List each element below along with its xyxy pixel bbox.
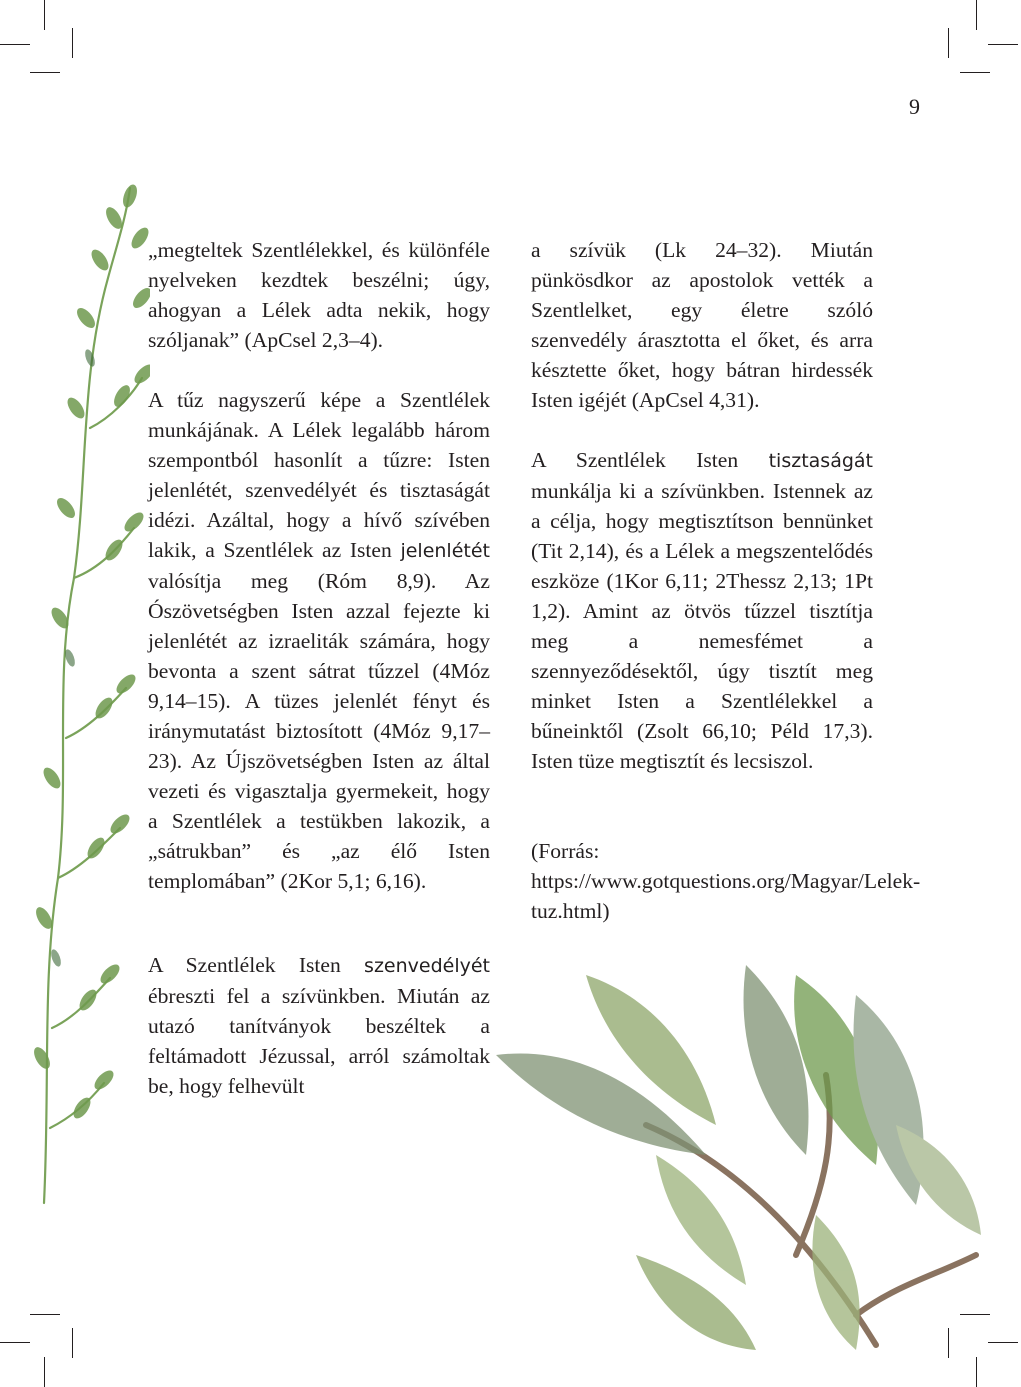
paragraph <box>148 950 490 1101</box>
paragraph <box>531 445 873 776</box>
crop-mark <box>988 1342 1018 1343</box>
left-text-column <box>148 235 490 1101</box>
crop-mark <box>72 1328 73 1358</box>
paragraph-text: A tűz nagyszerű képe a Szentlélek munkájának. A Lélek legalább három szempontból hasonlít a tűzre: Isten jelenlétét, szenvedélyét és tisztaságát idézi. Azáltal, hogy a hívő szívében lakik, a Szentlélek az Isten <box>148 388 490 562</box>
emphasis-text: tisztaságát <box>768 450 873 472</box>
crop-mark <box>0 1342 30 1343</box>
paragraph: a szívük (Lk 24–32). Miután pünkösdkor az apostolok vették a Szentlelket, egy életre szóló szenvedély árasztotta el őket, és arra késztette őket, hogy bátran hirdessék Isten igéjét (ApCsel 4,31). <box>531 238 873 412</box>
crop-mark <box>988 44 1018 45</box>
leaves-illustration <box>496 955 986 1355</box>
right-text-column <box>531 235 921 926</box>
emphasis-text: szenvedélyét <box>364 955 490 977</box>
crop-mark <box>44 0 45 30</box>
paragraph <box>148 385 490 896</box>
paragraph: „megteltek Szentlélekkel, és különféle nyelveken kezdtek beszélni; úgy, ahogyan a Lélek adta nekik, hogy szóljanak” (ApCsel 2,3–4). <box>148 238 490 352</box>
crop-mark <box>976 0 977 30</box>
page-number: 9 <box>909 94 920 119</box>
paragraph-text: munkálja ki a szívünkben. Istennek az a célja, hogy megtisztítson bennünket (Tit 2,14), és a Lélek a megszentelődés eszköze (1Kor 6,11; 2Thessz 2,13; 1Pt 1,2). Amint az ötvös tűzzel tisztítja meg a nemesfémet a szennyeződésektől, úgy tisztít meg minket Isten a Szentlélekkel a bűneinktől (Zsolt 66,10; Péld 17,3). Isten tüze megtisztít és lecsiszol. <box>531 479 873 773</box>
crop-mark <box>30 72 60 73</box>
crop-mark <box>960 72 990 73</box>
crop-mark <box>948 28 949 58</box>
paragraph-text: valósítja meg (Róm 8,9). Az Ószövetségben Isten azzal fejezte ki jelenlétét az izraeliták számára, hogy bevonta a szent sátrat tűzzel (4Móz 9,14–15). A tüzes jelenlét fényt és iránymutatást biztosított (4Móz 9,17–23). Az Újszövetségben Isten az által vezeti és vigasztalja gyermekeit, hogy a Szentlélek a testükben lakozik, a „sátrukban” és „az élő Isten templomában” (2Kor 5,1; 6,16). <box>148 569 490 893</box>
crop-mark <box>72 28 73 58</box>
emphasis-text: jelenlétét <box>400 540 490 562</box>
crop-mark <box>0 44 30 45</box>
crop-mark <box>44 1357 45 1387</box>
paragraph-text: ébreszti fel a szívünkben. Miután az utazó tanítványok beszéltek a feltámadott Jézussal, arról számoltak be, hogy felhevült <box>148 984 490 1098</box>
paragraph-text: A Szentlélek Isten <box>148 953 365 977</box>
paragraph-text: A Szentlélek Isten <box>531 448 769 472</box>
source-citation: (Forrás: https://www.gotquestions.org/Magyar/Lelek-tuz.html) <box>531 839 921 923</box>
crop-mark <box>30 1314 60 1315</box>
vine-illustration <box>30 178 150 1208</box>
crop-mark <box>976 1357 977 1387</box>
